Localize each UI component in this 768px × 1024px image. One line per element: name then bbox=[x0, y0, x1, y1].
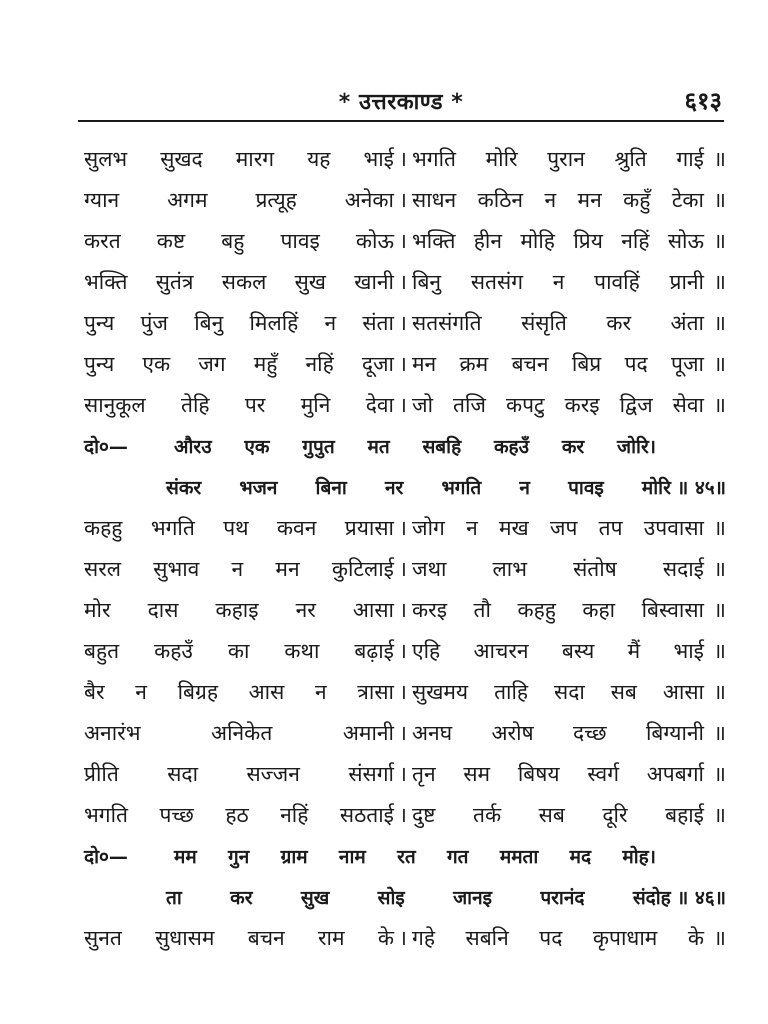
verse-second-half: दुष्ट तर्क सब दूरि बहाई bbox=[412, 802, 704, 827]
chaupai-line bbox=[84, 671, 726, 712]
verse-second-half: अनघ अरोष दच्छ बिग्यानी bbox=[412, 720, 704, 745]
verse-first-half: पुन्य पुंज बिनु मिलहिं न संता bbox=[84, 310, 394, 335]
danda-mark: । bbox=[399, 228, 407, 253]
verse-first-half: प्रीति सदा सज्जन संसर्गा bbox=[84, 761, 394, 786]
doha-text: संकर भजन बिना नर भगति न पावइ मोरि bbox=[166, 476, 671, 499]
doha-text: औरउ एक गुपुत मत सबहि कहउँ कर जोरि। bbox=[174, 435, 656, 458]
doha-label: दो०— bbox=[84, 845, 128, 868]
double-danda-mark: ॥ bbox=[713, 597, 726, 622]
chaupai-line bbox=[84, 261, 726, 302]
doha-text: ता कर सुख सोइ जानइ परानंद संदोह bbox=[166, 886, 671, 909]
chaupai-line bbox=[84, 220, 726, 261]
chaupai-line bbox=[84, 753, 726, 794]
verse-first-half: भक्ति सुतंत्र सकल सुख खानी bbox=[84, 269, 394, 294]
verse-first-half: सानुकूल तेहि पर मुनि देवा bbox=[84, 392, 394, 417]
double-danda-mark: ॥ bbox=[713, 556, 726, 581]
verse-first-half: सुलभ सुखद मारग यह भाई bbox=[84, 146, 394, 171]
danda-mark: । bbox=[399, 556, 407, 581]
danda-mark: । bbox=[399, 802, 407, 827]
verse-first-half: ग्यान अगम प्रत्यूह अनेका bbox=[84, 187, 394, 212]
verse-second-half: जो तजि कपटु करइ द्विज सेवा bbox=[412, 392, 704, 417]
doha-text: मम गुन ग्राम नाम रत गत ममता मद मोह। bbox=[174, 845, 656, 868]
verse-second-half: एहि आचरन बस्य मैं भाई bbox=[412, 638, 704, 663]
double-danda-mark: ॥ bbox=[713, 392, 726, 417]
chaupai-line bbox=[84, 507, 726, 548]
chaupai-line bbox=[84, 630, 726, 671]
chaupai-line bbox=[84, 384, 726, 425]
danda-mark: । bbox=[399, 146, 407, 171]
double-danda-mark: ॥ bbox=[713, 269, 726, 294]
danda-mark: । bbox=[399, 638, 407, 663]
chaupai-line bbox=[84, 589, 726, 630]
verse-first-half: भगति पच्छ हठ नहिं सठताई bbox=[84, 802, 394, 827]
double-danda-mark: ॥ bbox=[713, 146, 726, 171]
danda-mark: । bbox=[399, 925, 407, 950]
danda-mark: । bbox=[399, 310, 407, 335]
verse-second-half: भक्ति हीन मोहि प्रिय नहिं सोऊ bbox=[412, 228, 704, 253]
chaupai-line bbox=[84, 179, 726, 220]
chapter-title: * उत्तरकाण्ड * bbox=[338, 90, 464, 115]
double-danda-mark: ॥ bbox=[713, 310, 726, 335]
double-danda-mark: ॥ bbox=[713, 638, 726, 663]
verse-second-half: करइ तौ कहहु कहा बिस्वासा bbox=[412, 597, 704, 622]
verse-second-half: जथा लाभ संतोष सदाई bbox=[412, 556, 704, 581]
chaupai-line bbox=[84, 712, 726, 753]
danda-mark: । bbox=[399, 720, 407, 745]
doha-second-line bbox=[84, 466, 726, 507]
verse-first-half: सुनत सुधासम बचन राम के bbox=[84, 925, 394, 950]
verse-first-half: पुन्य एक जग महुँ नहिं दूजा bbox=[84, 351, 394, 376]
danda-mark: । bbox=[399, 679, 407, 704]
double-danda-mark: ॥ bbox=[713, 351, 726, 376]
doha-label: दो०— bbox=[84, 435, 128, 458]
danda-mark: । bbox=[399, 187, 407, 212]
verse-first-half: मोर दास कहाइ नर आसा bbox=[84, 597, 394, 622]
chaupai-line bbox=[84, 917, 726, 958]
danda-mark: । bbox=[399, 269, 407, 294]
page-number: ६१३ bbox=[684, 87, 722, 115]
double-danda-mark: ॥ bbox=[713, 761, 726, 786]
chaupai-line bbox=[84, 343, 726, 384]
chaupai-line bbox=[84, 138, 726, 179]
danda-mark: । bbox=[399, 761, 407, 786]
verse-second-half: गहे सबनि पद कृपाधाम के bbox=[412, 925, 704, 950]
danda-mark: । bbox=[399, 515, 407, 540]
verse-second-half: जोग न मख जप तप उपवासा bbox=[412, 515, 704, 540]
verse-second-half: तृन सम बिषय स्वर्ग अपबर्गा bbox=[412, 761, 704, 786]
verse-second-half: सतसंगति संसृति कर अंता bbox=[412, 310, 704, 335]
verse-first-half: करत कष्ट बहु पावइ कोऊ bbox=[84, 228, 394, 253]
chaupai-line bbox=[84, 548, 726, 589]
page-header bbox=[78, 82, 724, 122]
verse-second-half: भगति मोरि पुरान श्रुति गाई bbox=[412, 146, 704, 171]
double-danda-mark: ॥ bbox=[713, 187, 726, 212]
double-danda-mark: ॥ bbox=[713, 515, 726, 540]
doha-number: ॥ ४६॥ bbox=[676, 886, 726, 909]
verse-first-half: अनारंभ अनिकेत अमानी bbox=[84, 720, 394, 745]
verse-second-half: सुखमय ताहि सदा सब आसा bbox=[412, 679, 704, 704]
verse-first-half: सरल सुभाव न मन कुटिलाई bbox=[84, 556, 394, 581]
verse-second-half: साधन कठिन न मन कहुँ टेका bbox=[412, 187, 704, 212]
verse-first-half: बहुत कहउँ का कथा बढ़ाई bbox=[84, 638, 394, 663]
doha-second-line bbox=[84, 876, 726, 917]
verse-second-half: बिनु सतसंग न पावहिं प्रानी bbox=[412, 269, 704, 294]
doha-line bbox=[84, 425, 726, 466]
double-danda-mark: ॥ bbox=[713, 679, 726, 704]
verse-body bbox=[84, 138, 726, 958]
double-danda-mark: ॥ bbox=[713, 925, 726, 950]
chaupai-line bbox=[84, 302, 726, 343]
doha-line bbox=[84, 835, 726, 876]
double-danda-mark: ॥ bbox=[713, 802, 726, 827]
doha-number: ॥ ४५॥ bbox=[676, 476, 726, 499]
verse-first-half: कहहु भगति पथ कवन प्रयासा bbox=[84, 515, 394, 540]
danda-mark: । bbox=[399, 392, 407, 417]
double-danda-mark: ॥ bbox=[713, 228, 726, 253]
danda-mark: । bbox=[399, 597, 407, 622]
header-divider bbox=[78, 120, 724, 122]
verse-first-half: बैर न बिग्रह आस न त्रासा bbox=[84, 679, 394, 704]
double-danda-mark: ॥ bbox=[713, 720, 726, 745]
danda-mark: । bbox=[399, 351, 407, 376]
chaupai-line bbox=[84, 794, 726, 835]
verse-second-half: मन क्रम बचन बिप्र पद पूजा bbox=[412, 351, 704, 376]
